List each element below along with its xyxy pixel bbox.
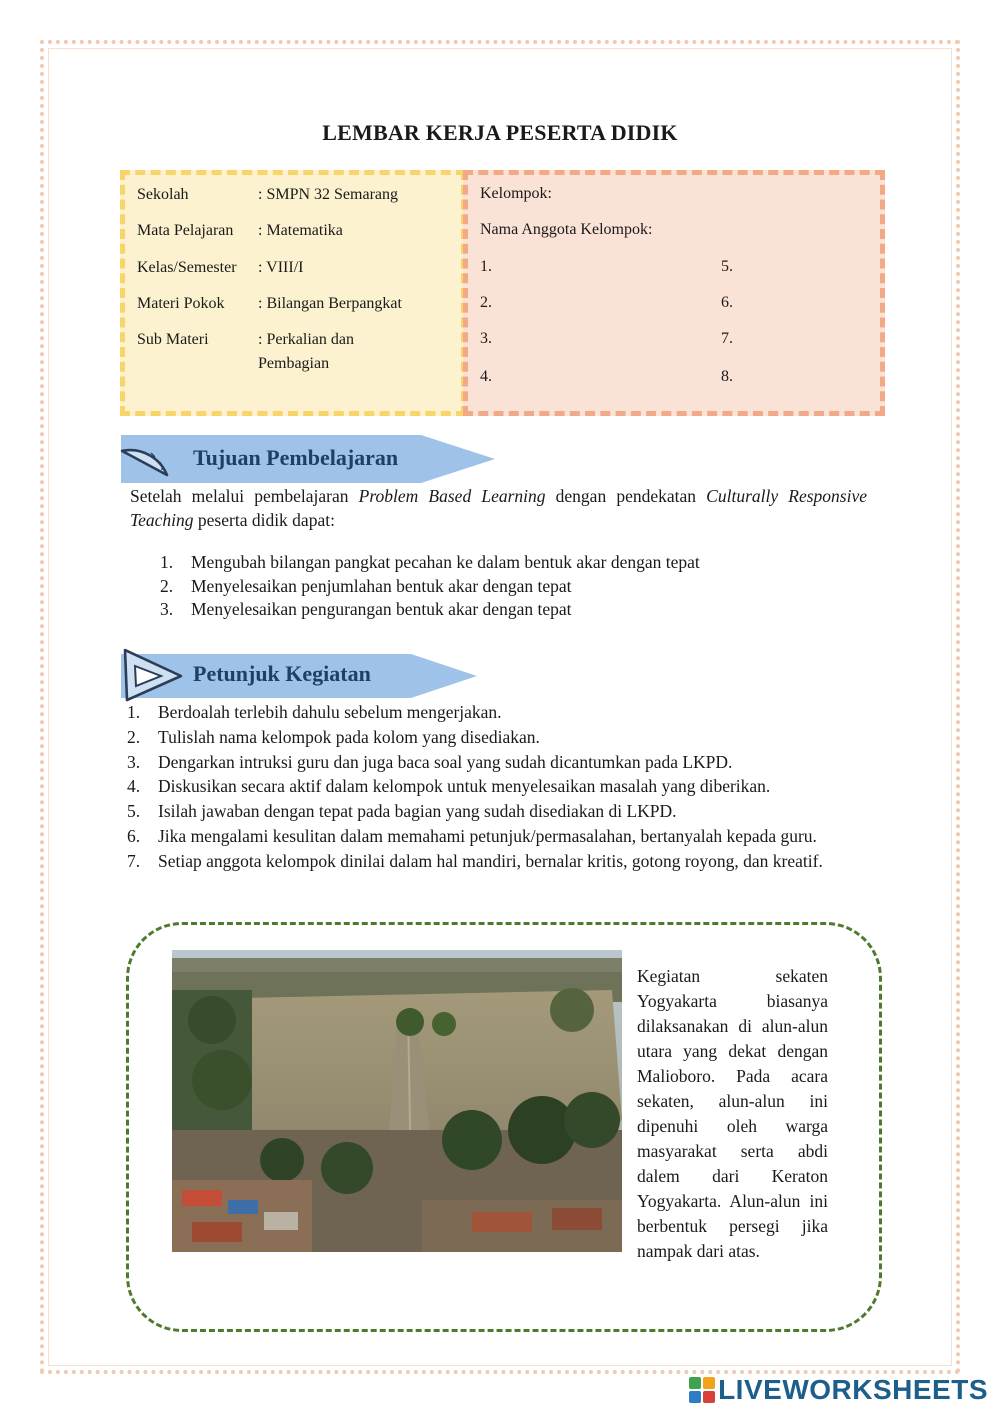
item-text: Mengubah bilangan pangkat pecahan ke dalam bentuk akar dengan tepat <box>191 552 700 572</box>
alun-alun-photo <box>172 950 622 1252</box>
item-text: Tulislah nama kelompok pada kolom yang disediakan. <box>158 726 540 747</box>
info-label: Sub Materi <box>137 331 209 348</box>
list-item <box>127 774 869 799</box>
intro-part: peserta didik dapat: <box>193 510 335 530</box>
list-item <box>160 551 860 575</box>
footer-brand[interactable] <box>689 1374 988 1406</box>
item-text: Menyelesaikan pengurangan bentuk akar dengan tepat <box>191 599 572 619</box>
item-text: Isilah jawaban dengan tepat pada bagian yang sudah disediakan di LKPD. <box>158 801 677 822</box>
item-text: Diskusikan secara aktif dalam kelompok untuk menyelesaikan masalah yang diberikan. <box>158 776 771 797</box>
story-text: Kegiatan sekaten Yogyakarta biasanya dilaksanakan di alun-alun utara yang dekat dengan Malioboro. Pada acara sekaten, alun-alun ini dipenuhi oleh warga masyarakat serta abdi dalem dari Keraton Yogyakarta. Alun-alun ini berbentuk persegi jika nampak dari atas. <box>637 966 828 1261</box>
document-title: LEMBAR KERJA PESERTA DIDIK <box>322 120 678 145</box>
member-slot-4[interactable]: 4. <box>480 368 492 385</box>
member-slot-7[interactable]: 7. <box>721 330 733 347</box>
list-item <box>127 700 869 725</box>
group-name-label[interactable]: Kelompok: <box>480 185 552 202</box>
item-text: Berdoalah terlebih dahulu sebelum mengerjakan. <box>158 702 502 722</box>
item-text: Dengarkan intruksi guru dan juga baca soal yang sudah dicantumkan pada LKPD. <box>158 751 733 772</box>
objectives-heading: Tujuan Pembelajaran <box>193 445 399 470</box>
identity-panel <box>120 170 466 416</box>
list-item <box>127 799 869 824</box>
info-label: Materi Pokok <box>137 295 225 312</box>
member-slot-3[interactable]: 3. <box>480 330 492 347</box>
set-square-icon <box>117 646 197 706</box>
list-item <box>127 824 869 849</box>
item-number: 6. <box>127 825 141 846</box>
list-item <box>127 849 869 874</box>
intro-emphasis: Culturally Responsive Teaching <box>130 486 867 530</box>
item-number: 1. <box>127 702 141 722</box>
member-slot-5[interactable]: 5. <box>721 258 733 275</box>
info-label: Sekolah <box>137 186 189 203</box>
protractor-icon <box>117 427 197 487</box>
members-label: Nama Anggota Kelompok: <box>480 221 653 238</box>
info-label: Mata Pelajaran <box>137 222 234 239</box>
item-number: 1. <box>160 552 174 572</box>
item-number: 2. <box>160 575 174 596</box>
item-text: Jika mengalami kesulitan dalam memahami petunjuk/permasalahan, bertanyalah kepada guru. <box>158 825 817 846</box>
list-item <box>160 598 860 622</box>
member-slot-1[interactable]: 1. <box>480 258 492 275</box>
group-panel <box>463 170 885 416</box>
intro-part: dengan pendekatan <box>545 486 707 506</box>
item-number: 2. <box>127 726 141 747</box>
instructions-banner <box>121 654 481 700</box>
intro-part: Setelah melalui pembelajaran <box>130 486 359 506</box>
objectives-intro <box>130 484 867 532</box>
aerial-square-image <box>172 950 622 1252</box>
item-text: Setiap anggota kelompok dinilai dalam hal mandiri, bernalar kritis, gotong royong, dan kreatif. <box>158 850 823 871</box>
liveworksheets-logo-icon <box>689 1377 715 1403</box>
list-item <box>127 725 869 750</box>
info-value: : Bilangan Berpangkat <box>258 295 402 312</box>
list-item <box>127 750 869 775</box>
item-number: 7. <box>127 850 141 871</box>
list-item <box>160 575 860 599</box>
item-number: 3. <box>160 599 174 619</box>
info-label: Kelas/Semester <box>137 259 237 276</box>
item-text: Menyelesaikan penjumlahan bentuk akar dengan tepat <box>191 575 572 596</box>
info-value: : Perkalian dan Pembagian <box>258 331 354 372</box>
objectives-list <box>160 551 860 622</box>
member-slot-6[interactable]: 6. <box>721 294 733 311</box>
objectives-banner <box>121 435 501 481</box>
member-slot-8[interactable]: 8. <box>721 368 733 385</box>
item-number: 5. <box>127 801 141 822</box>
instructions-heading: Petunjuk Kegiatan <box>193 661 371 686</box>
brand-wordmark: LIVEWORKSHEETS <box>718 1374 988 1405</box>
member-slot-2[interactable]: 2. <box>480 294 492 311</box>
item-number: 3. <box>127 751 141 772</box>
instructions-list <box>127 700 869 874</box>
intro-emphasis: Problem Based Learning <box>358 486 546 506</box>
item-number: 4. <box>127 776 141 797</box>
info-value: : Matematika <box>258 222 343 239</box>
info-value: : SMPN 32 Semarang <box>258 186 398 203</box>
info-value: : VIII/I <box>258 259 304 276</box>
